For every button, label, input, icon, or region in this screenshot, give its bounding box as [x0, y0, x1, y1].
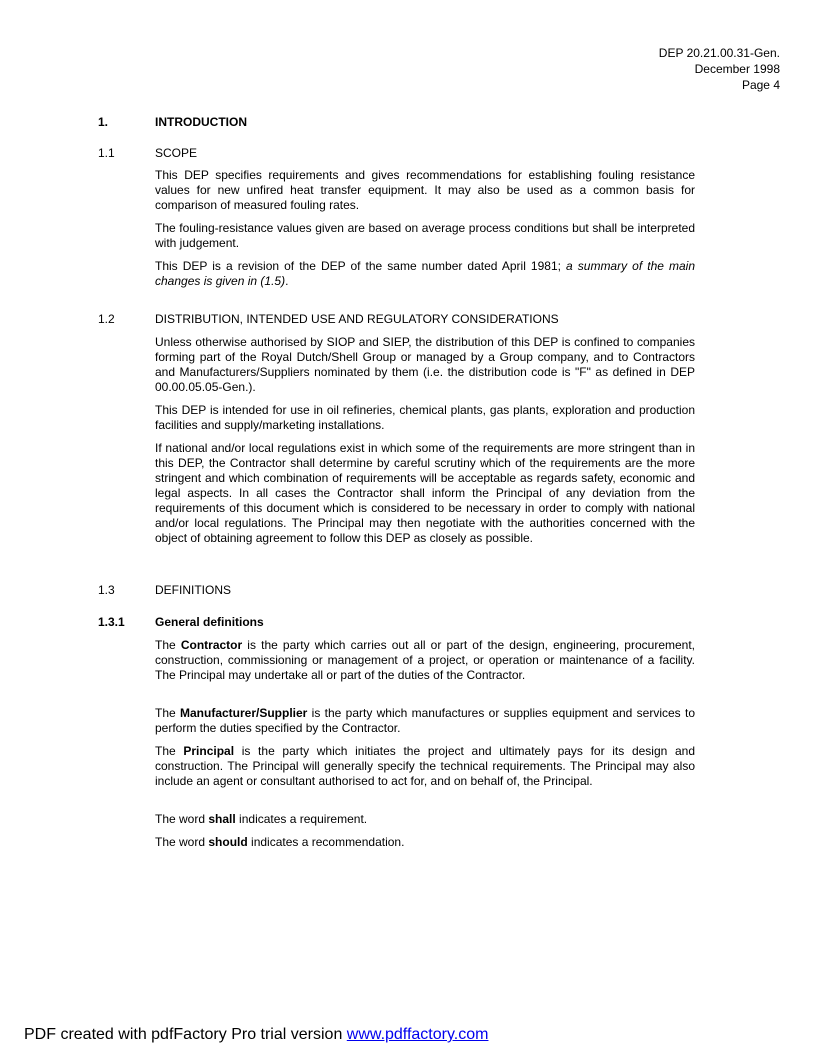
distribution-paragraph-2: This DEP is intended for use in oil refineries, chemical plants, gas plants, exploration and production facilities and supply/marketing installations. [155, 403, 695, 432]
definition-contractor [155, 638, 695, 683]
scope-p3-end: . [285, 274, 289, 288]
defined-term-manufacturer: Manufacturer/Supplier [180, 706, 308, 720]
section-number: 1. [98, 115, 109, 129]
definition-text: The word [155, 812, 209, 826]
section-number: 1.2 [98, 312, 115, 326]
definition-text: is the party which carries out all or part of the design, engineering, procurement, construction, commissioning or management of a project, or operation or maintenance of a facility. The Principal may undertake all or part of the duties of the Contractor. [155, 638, 696, 682]
scope-paragraph-1: This DEP specifies requirements and gives recommendations for establishing fouling resistance values for new unfired heat transfer equipment. It may also be used as a common basis for comparison of measured fouling rates. [155, 168, 695, 212]
footer-text: PDF created with pdfFactory Pro trial version [24, 1026, 347, 1043]
section-title: General definitions [155, 615, 264, 629]
page-number: Page 4 [741, 78, 780, 92]
section-title: INTRODUCTION [155, 115, 247, 129]
section-number: 1.1 [98, 146, 115, 160]
defined-term-contractor: Contractor [180, 638, 243, 652]
definition-shall [155, 812, 695, 827]
page-header [659, 45, 780, 93]
pdffactory-link[interactable]: www.pdffactory.com [346, 1026, 489, 1043]
section-number: 1.3.1 [98, 615, 125, 629]
distribution-paragraph-3: If national and/or local regulations exist in which some of the requirements are more stringent than in this DEP, the Contractor shall determine by careful scrutiny which of the requirements are the more stringent and which combination of requirements will be acceptable as regards safety, economic and legal aspects. In all cases the Contractor shall inform the Principal of any deviation from the requirements of this document which is considered to be necessary in order to comply with national and/or local regulations. The Principal may then negotiate with the authorities concerned with the object of obtaining agreement to follow this DEP as closely as possible. [155, 441, 695, 545]
section-number: 1.3 [98, 583, 115, 597]
scope-paragraph-2: The fouling-resistance values given are based on average process conditions but shall be interpreted with judgement. [155, 221, 695, 250]
section-title: DEFINITIONS [155, 583, 232, 597]
distribution-paragraph-1: Unless otherwise authorised by SIOP and SIEP, the distribution of this DEP is confined to companies forming part of the Royal Dutch/Shell Group or managed by a Group company, and to Contractors and Manufacturers/Suppliers nominated by them (i.e. the distribution code is "F" as defined in DEP 00.00.05.05-Gen.). [155, 335, 695, 394]
definition-manufacturer [155, 706, 695, 736]
defined-term-should: should [208, 835, 248, 849]
defined-term-shall: shall [208, 812, 236, 826]
definition-text: indicates a recommendation. [247, 835, 405, 849]
document-date: December 1998 [694, 62, 780, 76]
defined-term-principal: Principal [183, 744, 235, 758]
definition-text: is the party which manufactures or supplies equipment and services to perform the duties specified by the Contractor. [155, 706, 696, 735]
definition-text: indicates a requirement. [235, 812, 368, 826]
definition-principal [155, 744, 695, 789]
definition-text: is the party which initiates the project and ultimately pays for its design and construction. The Principal will generally specify the technical requirements. The Principal may also include an agent or consultant authorised to act for, and on behalf of, the Principal. [155, 744, 695, 788]
definition-text: The [155, 706, 180, 720]
pdf-watermark-footer [24, 1026, 488, 1044]
scope-p3-italic: a summary of the main changes is given in (1.5) [155, 259, 695, 288]
section-title: DISTRIBUTION, INTENDED USE AND REGULATORY CONSIDERATIONS [155, 312, 559, 326]
scope-paragraph-3 [155, 259, 695, 289]
section-title: SCOPE [155, 146, 198, 160]
document-id: DEP 20.21.00.31-Gen. [658, 46, 780, 60]
definition-text: The word [155, 835, 209, 849]
scope-p3-text: This DEP is a revision of the DEP of the same number dated April 1981; [155, 259, 567, 273]
definition-text: The [155, 638, 181, 652]
definition-text: The [155, 744, 184, 758]
definition-should [155, 835, 695, 850]
